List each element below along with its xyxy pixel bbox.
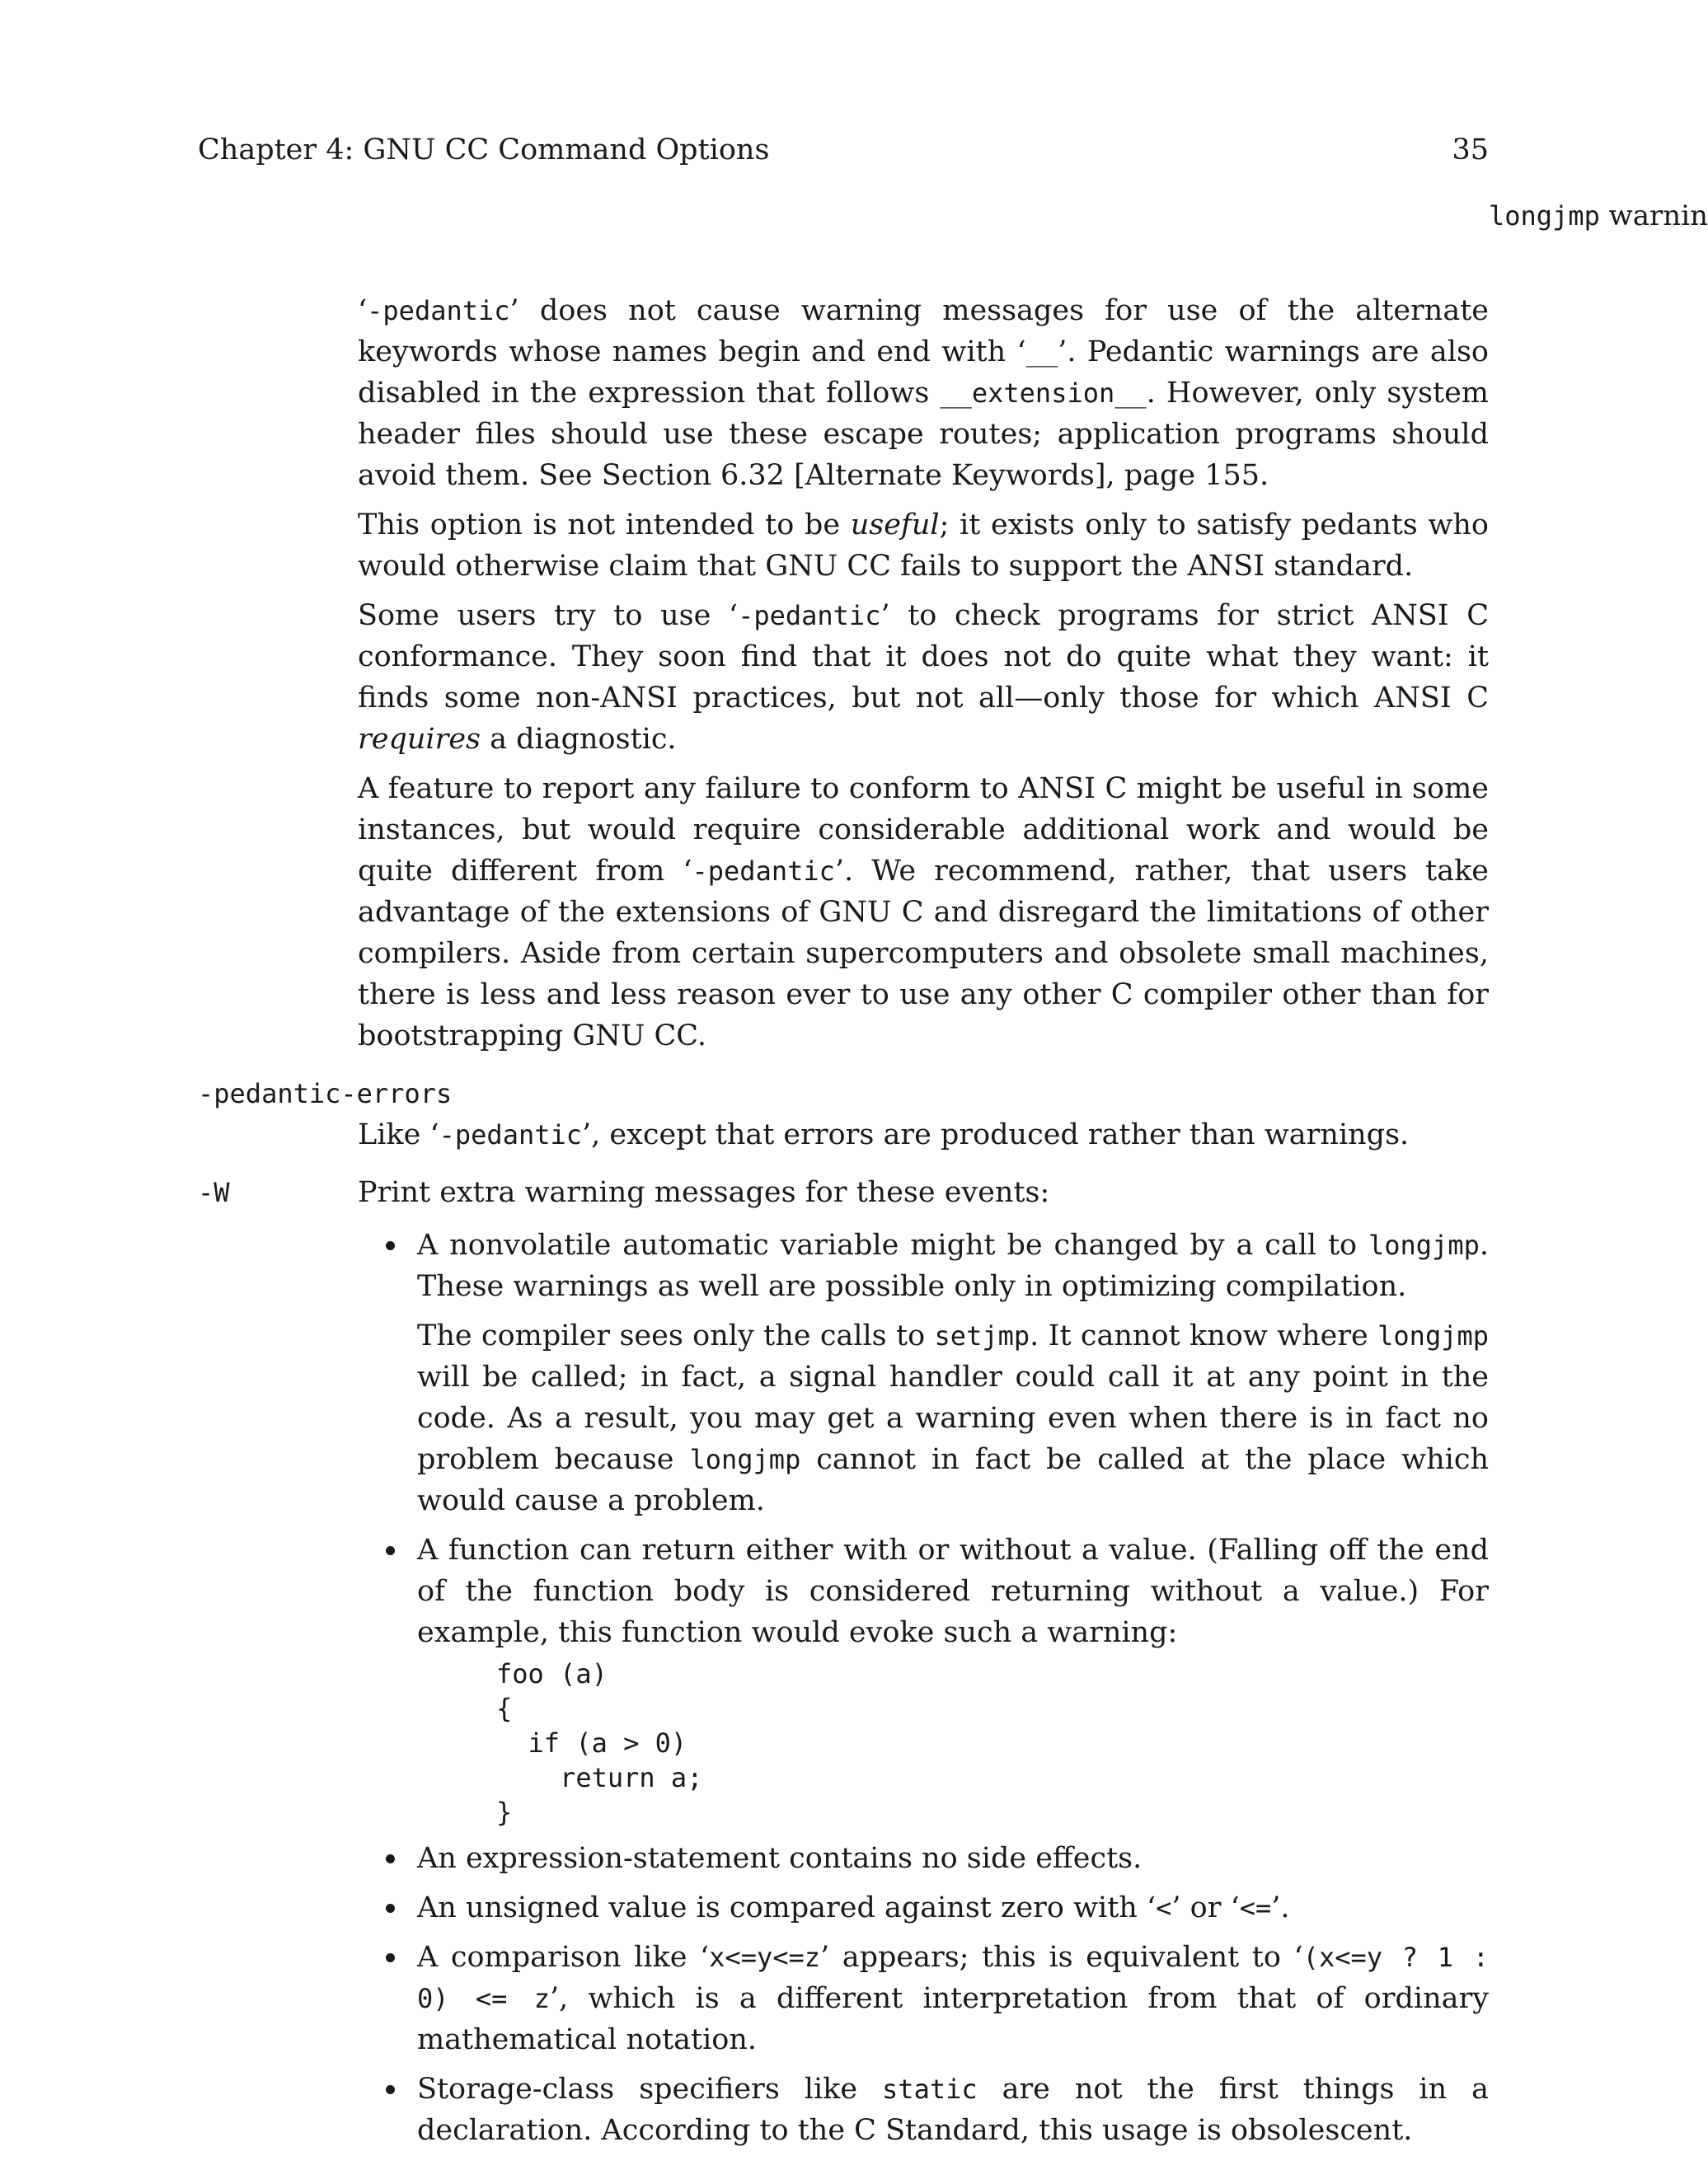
text-run: Like (358, 1118, 430, 1151)
list-item (358, 2069, 1489, 2151)
text-run: , which is a different interpretation from that of ordinary mathematical notation. (417, 1982, 1489, 2056)
pedantic-paragraph-1: ‘-pedantic’ does not cause warning messages for use of the alternate keywords whose names begin and end with ‘__’. Pedantic warnings are also disabled in the expression that follows __extension__. However, only system header files should use these escape routes; application programs should avoid them. See Section 6.32 [Alternate Keywords], page 155. (358, 294, 1489, 492)
inline-code: setjmp (934, 1320, 1030, 1352)
inline-code: x<=y<=z (709, 1942, 821, 1973)
bullet-icon (386, 1546, 395, 1555)
list-item (358, 1530, 1489, 1830)
text-run: . We recommend, rather, that users take advantage of the extensions of GNU C and disregard the limitations of other compilers. Aside from certain supercomputers and obsolete small machines, there is less and less reason ever to use any other C compiler other than for bootstrapping GNU CC. (358, 855, 1490, 1052)
text-run: This option is not intended to be (358, 509, 851, 541)
list-item (358, 1838, 1489, 1879)
inline-code: -pedantic (692, 855, 835, 887)
text-run: A comparison like (417, 1941, 701, 1974)
option-description: Print extra warning messages for these events: (358, 1176, 1050, 1209)
text-run: A nonvolatile automatic variable might be changed by a call to (417, 1229, 1368, 1262)
option-description: Like ‘-pedantic’, except that errors are produced rather than warnings. (358, 1118, 1410, 1151)
list-item (358, 1937, 1489, 2060)
pedantic-paragraph-3: Some users try to use ‘-pedantic’ to check programs for strict ANSI C conformance. They soon find that it does not do quite what they want: it finds some non-ANSI practices, but not all—only those for which ANSI C requires a diagnostic. (358, 599, 1489, 756)
text-run: A feature to report any failure to conform to ANSI C might be useful in some instances, but would require considerable additional work and would be quite different from (358, 772, 1489, 888)
inline-code: __ (1025, 336, 1058, 368)
text-run: . Pedantic warnings are also disabled in the expression that follows (358, 335, 1489, 410)
inline-code: static (882, 2074, 978, 2105)
list-item-text: A function can return either with or without a value. (Falling off the end of the function body is considered returning without a value.) For example, this function would evoke such a warning: (417, 1534, 1489, 1649)
bullet-icon (386, 2085, 395, 2094)
text-run: appears; this is equivalent to (829, 1941, 1294, 1974)
emphasis: useful (850, 509, 940, 541)
pedantic-paragraph-4: A feature to report any failure to conform to ANSI C might be useful in some instances, but would require considerable additional work and would be quite different from ‘-pedantic’. We recommend, rather, that users take advantage of the extensions of GNU C and disregard the limitations of other compilers. Aside from certain supercomputers and obsolete small machines, there is less and less reason ever to use any other C compiler other than for bootstrapping GNU CC. (358, 772, 1490, 1052)
text-run: An unsigned value is compared against zero with (417, 1891, 1147, 1924)
text-run: ; it exists only to satisfy pedants who would otherwise claim that GNU CC fails to support the ANSI standard. (358, 509, 1489, 583)
bullet-icon (386, 1854, 395, 1863)
text-run: will be called; in fact, a signal handler could call it at any point in the code. As a result, you may get a warning even when there is in fact no problem because (417, 1361, 1489, 1476)
inline-code: <= (1239, 1892, 1272, 1924)
text-run: Storage-class specifiers like (417, 2073, 883, 2106)
text-run: , except that errors are produced rather than warnings. (591, 1118, 1410, 1151)
list-item-text: An expression-statement contains no side effects. (417, 1842, 1143, 1875)
margin-note (1489, 196, 1708, 236)
margin-note-text: warnin (1608, 199, 1708, 232)
list-item-subparagraph (417, 1315, 1489, 1521)
page-number: 35 (1452, 134, 1489, 166)
text-run: . These warnings as well are possible only in optimizing compilation. (417, 1229, 1489, 1303)
list-item-text: An unsigned value is compared against zero with ‘<’ or ‘<=’. (417, 1891, 1290, 1924)
inline-code: __extension__ (940, 377, 1147, 409)
option-label: -pedantic-errors (198, 1078, 453, 1109)
text-run: are not the first things in a declaration. According to the C Standard, this usage is obsolescent. (417, 2073, 1489, 2147)
text-run: cannot in fact be called at the place which would cause a problem. (417, 1443, 1489, 1517)
inline-code: (x<=y ? 1 : 0) <= z (417, 1942, 1489, 2014)
text-run: . (1280, 1891, 1290, 1924)
list-item (358, 1887, 1489, 1929)
text-run: . It cannot know where (1030, 1319, 1378, 1352)
list-item-text (417, 2069, 1489, 2151)
text-run: to check programs for strict ANSI C conformance. They soon find that it does not do quite what they want: it finds some non-ANSI practices, but not all—only those for which ANSI C (358, 599, 1489, 715)
inline-code: longjmp (689, 1444, 801, 1475)
inline-code: longjmp (1377, 1320, 1489, 1352)
list-item-text: A comparison like ‘x<=y<=z’ appears; this is equivalent to ‘(x<=y ? 1 : 0) <= z’, which is a different interpretation from that of ordinary mathematical notation. (417, 1941, 1489, 2056)
text-run: . However, only system header files should use these escape routes; application programs should avoid them. See Section 6.32 [Alternate Keywords], page 155. (358, 377, 1489, 492)
bullet-icon (386, 1904, 395, 1913)
inline-code: longjmp (1368, 1230, 1480, 1261)
emphasis: requires (358, 723, 481, 756)
bullet-icon (386, 1241, 395, 1250)
option-w (198, 1172, 1489, 2151)
bullet-icon (386, 1953, 395, 1962)
margin-note-code: longjmp (1489, 200, 1600, 232)
inline-code: -pedantic (439, 1119, 583, 1151)
text-run: The compiler sees only the calls to (417, 1319, 935, 1352)
text-run: Some users try to use (358, 599, 729, 632)
text-run: does not cause warning messages for use of the alternate keywords whose names begin and end with (358, 294, 1489, 368)
text-run: or (1180, 1891, 1231, 1924)
option-label: -W (198, 1177, 230, 1208)
option-pedantic-errors (198, 1073, 1489, 1155)
pedantic-paragraph-2 (358, 504, 1489, 587)
warning-list (358, 1225, 1489, 2151)
inline-code: < (1156, 1892, 1172, 1924)
inline-code: -pedantic (738, 600, 881, 631)
text-run: a diagnostic. (481, 723, 677, 756)
chapter-title: Chapter 4: GNU CC Command Options (198, 134, 770, 166)
list-item-text (417, 1225, 1489, 1307)
code-example: foo (a) { if (a > 0) return a; } (496, 1658, 703, 1828)
list-item (358, 1225, 1489, 1521)
inline-code: -pedantic (367, 295, 510, 326)
body-text (198, 290, 1490, 2159)
